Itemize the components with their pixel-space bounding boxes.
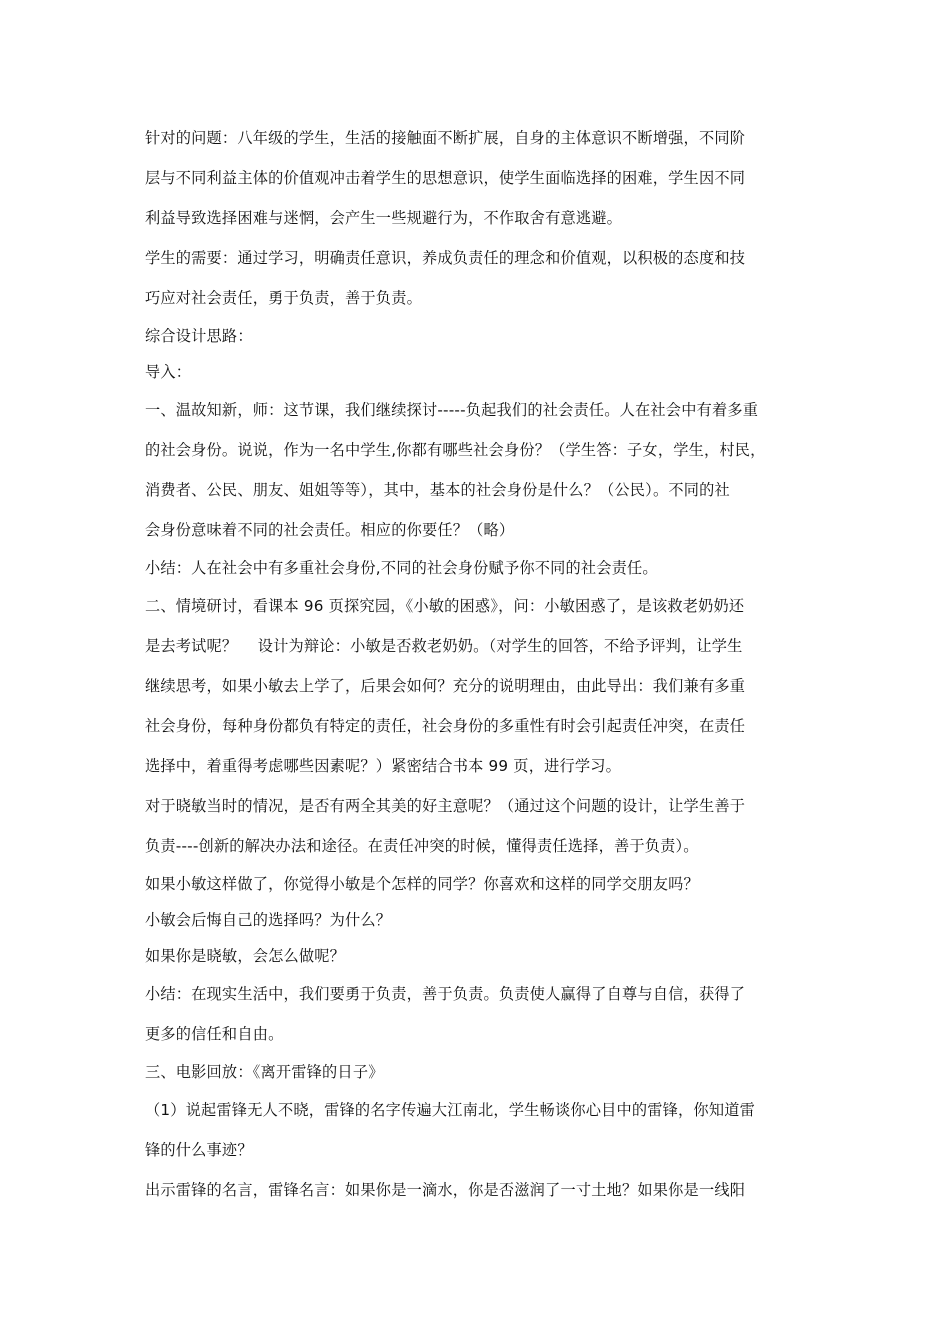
text-line: 综合设计思路： [145,327,253,345]
paragraph-problem [145,118,807,238]
paragraph-part3a [145,1090,807,1170]
text-line: 二、情境研讨，看课本 96 页探究园，《小敏的困惑》，问：小敏困惑了，是该救老奶奶还 [145,597,745,615]
text-line: 对于晓敏当时的情况，是否有两全其美的好主意呢？（通过这个问题的设计，让学生善于 [145,797,746,815]
paragraph-needs [145,238,807,318]
text-line: 继续思考，如果小敏去上学了，后果会如何？充分的说明理由，由此导出：我们兼有多重 [145,677,746,695]
text-line: 利益导致选择困难与迷惘，会产生一些规避行为，不作取舍有意逃避。 [145,209,623,227]
text-line: 是去考试呢？ 设计为辩论：小敏是否救老奶奶。（对学生的回答，不给予评判，让学生 [145,637,743,655]
document-body [145,118,807,1210]
paragraph-q2 [145,866,807,902]
paragraph-part2 [145,586,807,786]
text-line: （1）说起雷锋无人不晓，雷锋的名字传遍大江南北，学生畅谈你心目中的雷锋，你知道雷 [145,1101,755,1119]
text-line: 小敏会后悔自己的选择吗？为什么？ [145,911,392,929]
text-line: 出示雷锋的名言，雷锋名言：如果你是一滴水，你是否滋润了一寸土地？如果你是一线阳 [145,1181,746,1199]
paragraph-quote [145,1170,807,1210]
text-line: 选择中，着重得考虑哪些因素呢？）紧密结合书本 99 页，进行学习。 [145,757,622,775]
text-line: 小结：在现实生活中，我们要勇于负责，善于负责。负责使人赢得了自尊与自信，获得了 [145,985,746,1003]
paragraph-summary2 [145,974,807,1054]
text-line: 会身份意味着不同的社会责任。相应的你要任？（略） [145,521,515,539]
text-line: 社会身份，每种身份都负有特定的责任，社会身份的多重性有时会引起责任冲突，在责任 [145,717,746,735]
text-line: 学生的需要：通过学习，明确责任意识，养成负责任的理念和价值观，以积极的态度和技 [145,249,746,267]
text-line: 小结：人在社会中有多重社会身份,不同的社会身份赋予你不同的社会责任。 [145,559,658,577]
text-line: 如果你是晓敏，会怎么做呢？ [145,947,346,965]
text-line: 一、温故知新，师：这节课，我们继续探讨-----负起我们的社会责任。人在社会中有着多重 [145,401,759,419]
text-line: 巧应对社会责任，勇于负责，善于负责。 [145,289,422,307]
paragraph-q3 [145,902,807,938]
text-line: 导入： [145,363,192,381]
text-line: 三、电影回放：《离开雷锋的日子》 [145,1063,384,1081]
paragraph-design [145,318,807,354]
text-line: 的社会身份。说说，作为一名中学生,你都有哪些社会身份？（学生答：子女，学生，村民， [145,441,766,459]
text-line: 针对的问题：八年级的学生，生活的接触面不断扩展，自身的主体意识不断增强，不同阶 [145,129,746,147]
text-line: 负责----创新的解决办法和途径。在责任冲突的时候，懂得责任选择，善于负责）。 [145,837,699,855]
text-line: 层与不同利益主体的价值观冲击着学生的思想意识，使学生面临选择的困难，学生因不同 [145,169,746,187]
paragraph-q4 [145,938,807,974]
paragraph-part1 [145,390,807,550]
paragraph-q1 [145,786,807,866]
text-line: 如果小敏这样做了，你觉得小敏是个怎样的同学？你喜欢和这样的同学交朋友吗？ [145,875,699,893]
text-line: 消费者、公民、朋友、姐姐等等），其中，基本的社会身份是什么？（公民）。不同的社 [145,481,730,499]
text-line: 更多的信任和自由。 [145,1025,284,1043]
text-line: 锋的什么事迹？ [145,1141,253,1159]
paragraph-part3 [145,1054,807,1090]
paragraph-intro [145,354,807,390]
paragraph-summary1 [145,550,807,586]
